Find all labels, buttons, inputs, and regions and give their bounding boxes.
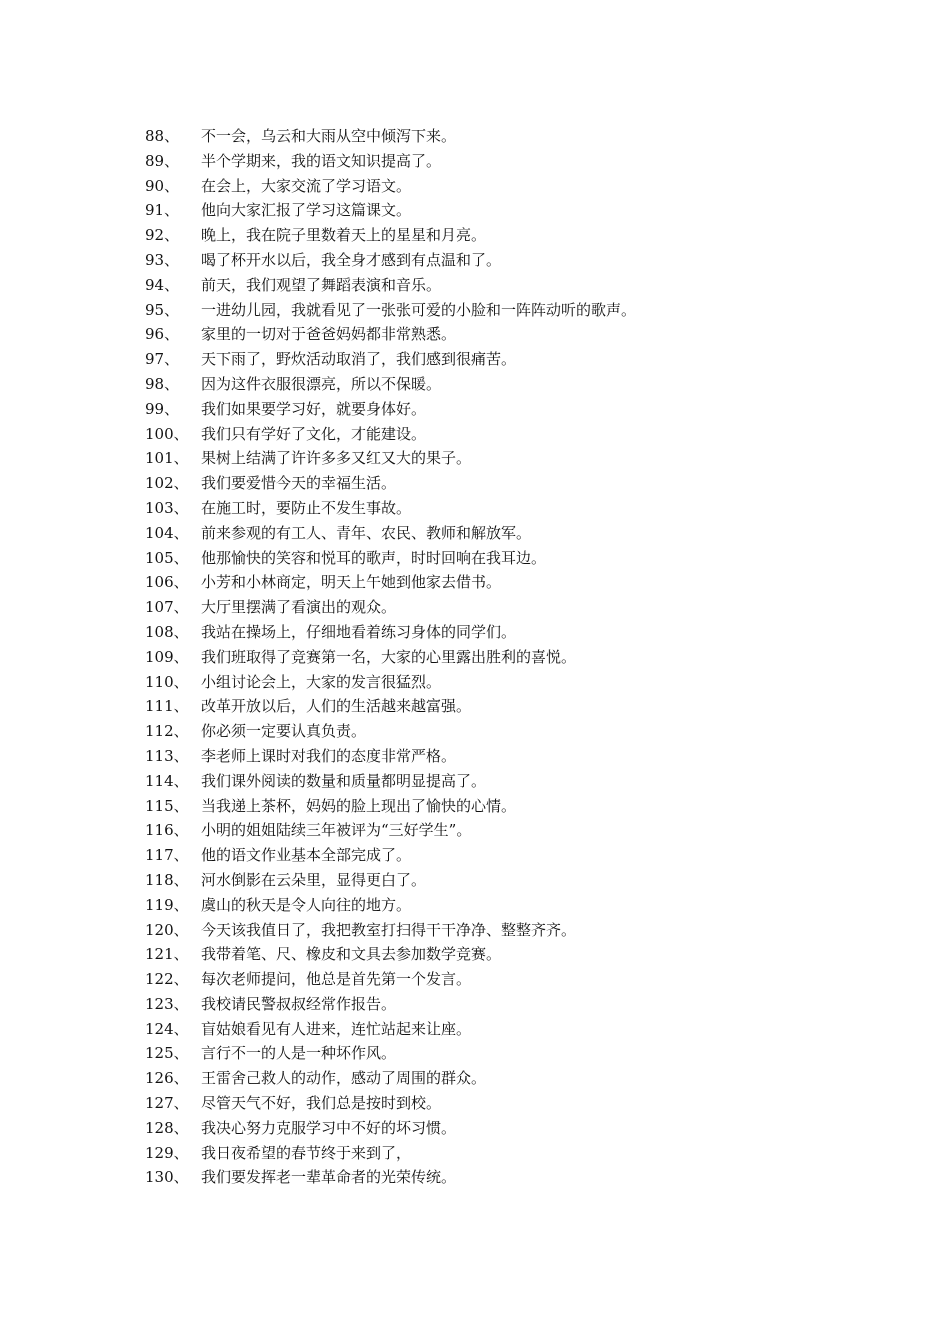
item-text: 大厅里摆满了看演出的观众。 — [201, 598, 397, 617]
item-number: 127、 — [145, 1094, 189, 1113]
list-item — [145, 744, 905, 769]
item-text: 因为这件衣服很漂亮，所以不保暖。 — [201, 374, 442, 393]
item-text: 在会上，大家交流了学习语文。 — [201, 176, 412, 195]
item-text: 果树上结满了许许多多又红又大的果子。 — [201, 449, 472, 468]
list-item — [145, 868, 905, 893]
list-item — [145, 422, 905, 447]
item-number: 124、 — [145, 1019, 189, 1038]
item-text: 改革开放以后，人们的生活越来越富强。 — [201, 697, 472, 716]
list-item — [145, 967, 905, 992]
list-item — [145, 298, 905, 323]
item-text: 我带着笔、尺、橡皮和文具去参加数学竞赛。 — [201, 945, 502, 964]
item-number: 113、 — [145, 746, 189, 765]
list-item — [145, 818, 905, 843]
list-item — [145, 1041, 905, 1066]
list-item — [145, 223, 905, 248]
list-item — [145, 446, 905, 471]
item-text: 前来参观的有工人、青年、农民、教师和解放军。 — [201, 523, 532, 542]
item-number: 126、 — [145, 1069, 189, 1088]
item-number: 95、 — [145, 300, 180, 319]
item-text: 小明的姐姐陆续三年被评为“三好学生”。 — [201, 821, 472, 840]
item-text: 我日夜希望的春节终于来到了， — [201, 1143, 412, 1162]
item-number: 96、 — [145, 325, 180, 344]
item-number: 125、 — [145, 1044, 189, 1063]
list-item — [145, 372, 905, 397]
list-item — [145, 918, 905, 943]
item-text: 王雷舍己救人的动作，感动了周围的群众。 — [201, 1069, 487, 1088]
item-text: 今天该我值日了，我把教室打扫得干干净净、整整齐齐。 — [201, 920, 577, 939]
item-number: 90、 — [145, 176, 180, 195]
item-text: 我们只有学好了文化，才能建设。 — [201, 424, 427, 443]
list-item — [145, 1066, 905, 1091]
item-text: 言行不一的人是一种坏作风。 — [201, 1044, 397, 1063]
list-item — [145, 1091, 905, 1116]
list-item — [145, 248, 905, 273]
item-text: 喝了杯开水以后，我全身才感到有点温和了。 — [201, 250, 502, 269]
list-item — [145, 843, 905, 868]
item-number: 108、 — [145, 622, 189, 641]
item-text: 他的语文作业基本全部完成了。 — [201, 846, 412, 865]
item-text: 我决心努力克服学习中不好的坏习惯。 — [201, 1118, 457, 1137]
item-number: 129、 — [145, 1143, 189, 1162]
item-text: 晚上，我在院子里数着天上的星星和月亮。 — [201, 226, 487, 245]
list-item — [145, 1116, 905, 1141]
item-number: 117、 — [145, 846, 189, 865]
item-number: 89、 — [145, 151, 180, 170]
item-text: 尽管天气不好，我们总是按时到校。 — [201, 1094, 442, 1113]
item-number: 119、 — [145, 895, 189, 914]
item-number: 94、 — [145, 275, 180, 294]
item-number: 116、 — [145, 821, 189, 840]
item-number: 106、 — [145, 573, 189, 592]
item-text: 半个学期来，我的语文知识提高了。 — [201, 151, 442, 170]
item-number: 122、 — [145, 970, 189, 989]
list-item — [145, 471, 905, 496]
item-text: 河水倒影在云朵里，显得更白了。 — [201, 870, 427, 889]
item-number: 99、 — [145, 399, 180, 418]
list-item — [145, 149, 905, 174]
list-item — [145, 645, 905, 670]
list-item — [145, 670, 905, 695]
item-text: 我们班取得了竞赛第一名，大家的心里露出胜利的喜悦。 — [201, 647, 577, 666]
item-number: 110、 — [145, 672, 189, 691]
item-text: 虞山的秋天是令人向往的地方。 — [201, 895, 412, 914]
list-item — [145, 1017, 905, 1042]
list-item — [145, 992, 905, 1017]
list-item — [145, 769, 905, 794]
item-text: 前天，我们观望了舞蹈表演和音乐。 — [201, 275, 442, 294]
item-number: 92、 — [145, 226, 180, 245]
item-text: 每次老师提问，他总是首先第一个发言。 — [201, 970, 472, 989]
list-item — [145, 347, 905, 372]
item-number: 104、 — [145, 523, 189, 542]
item-number: 121、 — [145, 945, 189, 964]
list-item — [145, 620, 905, 645]
item-text: 他向大家汇报了学习这篇课文。 — [201, 201, 412, 220]
item-number: 103、 — [145, 498, 189, 517]
item-number: 123、 — [145, 994, 189, 1013]
item-number: 114、 — [145, 771, 189, 790]
list-item — [145, 1165, 905, 1190]
list-item — [145, 694, 905, 719]
list-item — [145, 546, 905, 571]
list-item — [145, 397, 905, 422]
item-number: 111、 — [145, 697, 189, 716]
item-number: 107、 — [145, 598, 189, 617]
item-number: 109、 — [145, 647, 189, 666]
list-item — [145, 595, 905, 620]
item-number: 91、 — [145, 201, 180, 220]
item-number: 128、 — [145, 1118, 189, 1137]
list-item — [145, 174, 905, 199]
item-number: 100、 — [145, 424, 189, 443]
item-number: 98、 — [145, 374, 180, 393]
list-item — [145, 124, 905, 149]
item-number: 93、 — [145, 250, 180, 269]
list-item — [145, 521, 905, 546]
list-item — [145, 893, 905, 918]
item-number: 112、 — [145, 722, 189, 741]
item-text: 我们课外阅读的数量和质量都明显提高了。 — [201, 771, 487, 790]
item-number: 105、 — [145, 548, 189, 567]
list-item — [145, 322, 905, 347]
item-number: 101、 — [145, 449, 189, 468]
item-text: 李老师上课时对我们的态度非常严格。 — [201, 746, 457, 765]
sentence-list — [145, 124, 905, 1190]
item-text: 一进幼儿园，我就看见了一张张可爱的小脸和一阵阵动听的歌声。 — [201, 300, 637, 319]
item-text: 你必须一定要认真负责。 — [201, 722, 367, 741]
list-item — [145, 719, 905, 744]
item-text: 不一会，乌云和大雨从空中倾泻下来。 — [201, 127, 457, 145]
list-item — [145, 1141, 905, 1166]
item-number: 88、 — [145, 127, 180, 145]
item-text: 我们如果要学习好，就要身体好。 — [201, 399, 427, 418]
list-item — [145, 942, 905, 967]
item-text: 在施工时，要防止不发生事故。 — [201, 498, 412, 517]
list-item — [145, 198, 905, 223]
list-item — [145, 570, 905, 595]
item-text: 我站在操场上，仔细地看着练习身体的同学们。 — [201, 622, 517, 641]
item-number: 102、 — [145, 474, 189, 493]
item-text: 小芳和小林商定，明天上午她到他家去借书。 — [201, 573, 502, 592]
item-text: 小组讨论会上，大家的发言很猛烈。 — [201, 672, 442, 691]
item-text: 我们要爱惜今天的幸福生活。 — [201, 474, 397, 493]
list-item — [145, 273, 905, 298]
item-text: 我校请民警叔叔经常作报告。 — [201, 994, 397, 1013]
list-item — [145, 794, 905, 819]
item-text: 盲姑娘看见有人进来，连忙站起来让座。 — [201, 1019, 472, 1038]
item-text: 天下雨了，野炊活动取消了，我们感到很痛苦。 — [201, 350, 517, 369]
list-item — [145, 496, 905, 521]
item-number: 97、 — [145, 350, 180, 369]
item-text: 家里的一切对于爸爸妈妈都非常熟悉。 — [201, 325, 457, 344]
item-number: 118、 — [145, 870, 189, 889]
item-text: 我们要发挥老一辈革命者的光荣传统。 — [201, 1168, 457, 1187]
item-text: 他那愉快的笑容和悦耳的歌声，时时回响在我耳边。 — [201, 548, 547, 567]
item-number: 120、 — [145, 920, 189, 939]
item-text: 当我递上茶杯，妈妈的脸上现出了愉快的心情。 — [201, 796, 517, 815]
item-number: 130、 — [145, 1168, 189, 1187]
item-number: 115、 — [145, 796, 189, 815]
